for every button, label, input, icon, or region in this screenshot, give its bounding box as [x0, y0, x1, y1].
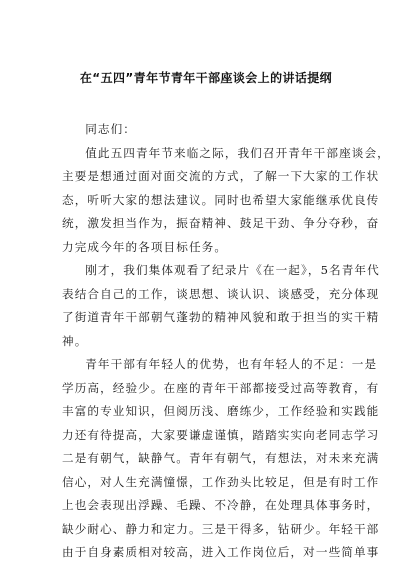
document-title: 在“五四”青年节青年干部座谈会上的讲话提纲 [79, 71, 333, 85]
text-line: 了街道青年干部朝气蓬勃的精神风貌和敢于担当的实干精 [62, 310, 380, 324]
text-line: 主要是想通过面对面交流的方式，了解一下大家的工作状 [62, 169, 380, 183]
text-line: 由于自身素质相对较高，进入工作岗位后，对一些简单事 [62, 545, 380, 559]
text-line: 态，听听大家的想法建议。同时也希望大家能继承优良传 [62, 192, 380, 207]
body-paragraph [62, 142, 390, 260]
text-line: 神。 [62, 333, 88, 348]
body-paragraph [62, 259, 380, 353]
text-line: 值此五四青年节来临之际，我们召开青年干部座谈会， [85, 145, 390, 160]
text-line: 力完成今年的各项目标任务。 [62, 239, 228, 254]
text-line: 丰富的专业知识，但阅历浅、磨练少，工作经验和实践能 [62, 404, 380, 418]
text-line: 缺少耐心、静力和定力。三是干得多，钻研少。年轻干部 [62, 521, 380, 536]
salutation: 同志们： [85, 122, 136, 136]
text-line: 二是有朝气，缺静气。青年有朝气，有想法，对未来充满 [62, 451, 380, 465]
text-line: 统，激发担当作为，振奋精神、鼓足干劲、争分夺秒，奋 [62, 216, 380, 230]
text-line: 上也会表现出浮躁、毛躁、不冷静，在处理具体事务时， [62, 498, 380, 512]
text-line: 青年干部有年轻人的优势，也有年轻人的不足：一是 [85, 357, 378, 371]
text-line: 力还有待提高，大家要谦虚谨慎，踏踏实实向老同志学习 [62, 427, 380, 442]
text-line: 刚才，我们集体观看了纪录片《在一起》，5名青年代 [85, 263, 380, 277]
text-line: 信心，对人生充满憧憬，工作劲头比较足，但是有时工作 [62, 474, 380, 489]
body-paragraph [62, 353, 380, 565]
text-line: 表结合自己的工作，谈思想、谈认识、谈感受，充分体现 [62, 286, 380, 301]
document-body [62, 142, 390, 565]
text-line: 学历高，经验少。在座的青年干部都接受过高等教育，有 [62, 380, 380, 395]
